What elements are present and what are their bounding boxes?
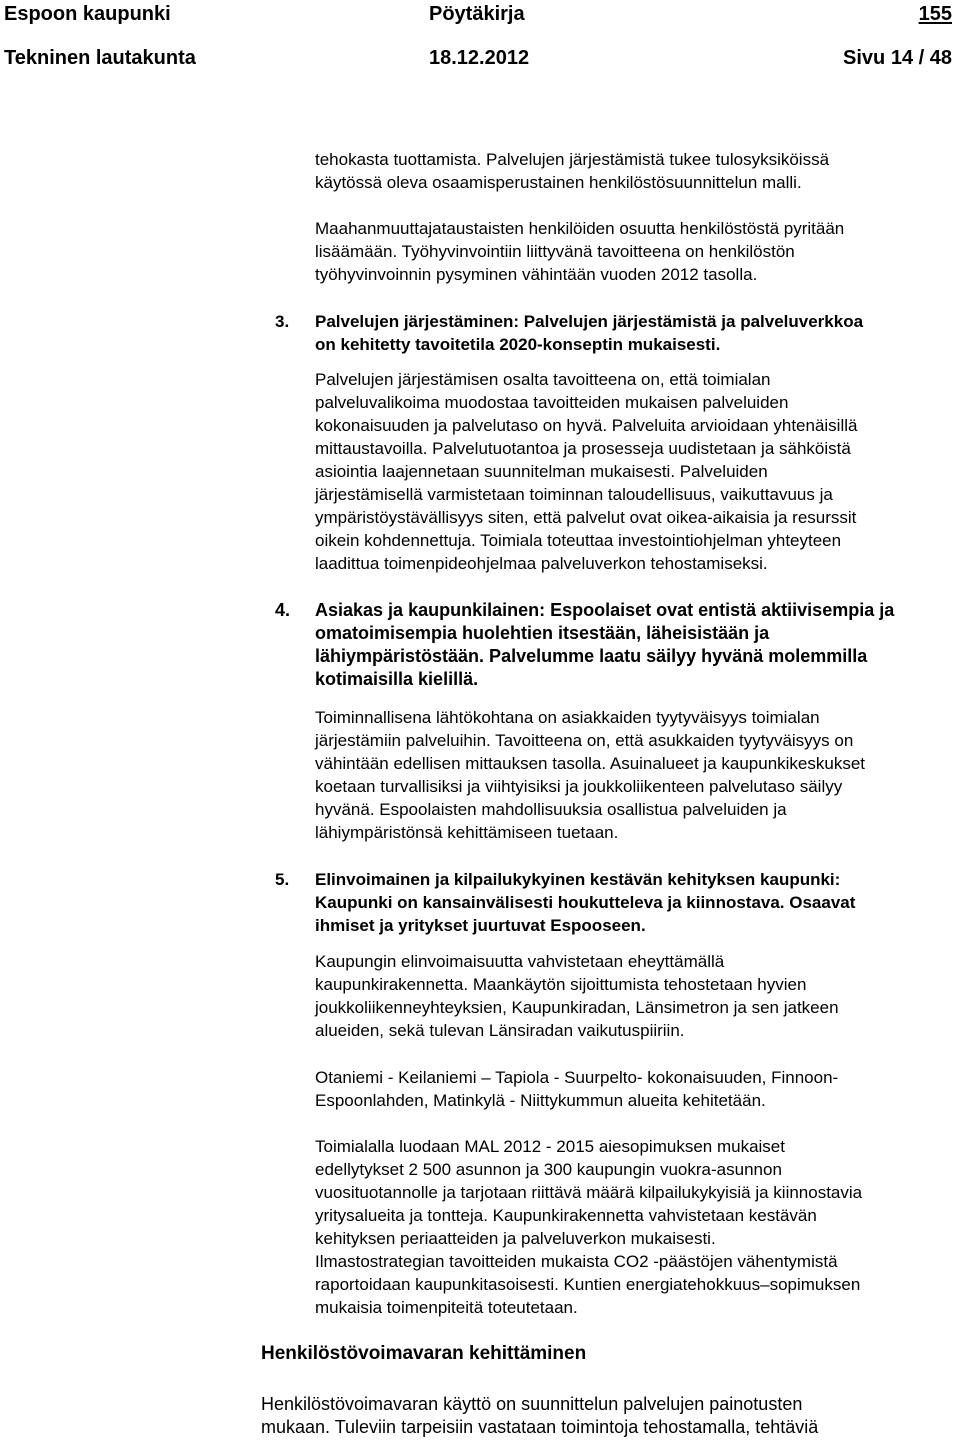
doc-type: Pöytäkirja: [429, 3, 525, 25]
item-3-number: 3.: [275, 312, 290, 331]
text-line: Maahanmuuttajataustaisten henkilöiden osuutta henkilöstöstä pyritään: [315, 219, 845, 238]
item-3-body: [315, 368, 857, 575]
paragraph-2: [315, 217, 844, 286]
text-line: tehokasta tuottamista. Palvelujen järjestämistä tukee tulosyksiköissä: [315, 150, 830, 169]
text-line: hyvänä. Espoolaisten mahdollisuuksia osallistua palveluiden ja: [315, 800, 787, 819]
text-line: käytössä oleva osaamisperustainen henkilöstösuunnittelun malli.: [315, 173, 802, 192]
text-line: kehityksen periaatteiden ja palveluverkon mukaisesti.: [315, 1229, 716, 1248]
heading-line: omatoimisempia huolehtien itsestään, läheisistään ja: [315, 623, 770, 643]
text-line: joukkoliikenneyhteyksien, Kaupunkiradan, Länsimetron ja sen jatkeen: [315, 998, 839, 1017]
text-line: Otaniemi - Keilaniemi – Tapiola - Suurpelto- kokonaisuuden, Finnoon-: [315, 1068, 839, 1087]
page-info: Sivu 14 / 48: [843, 47, 952, 69]
item-5-body-1: [315, 950, 839, 1042]
org-name: Espoon kaupunki: [4, 3, 171, 25]
text-line: Ilmastostrategian tavoitteiden mukaista CO2 -päästöjen vähentymistä: [315, 1252, 838, 1271]
section-heading: Henkilöstövoimavaran kehittäminen: [261, 1343, 587, 1364]
heading-line: Asiakas ja kaupunkilainen: Espoolaiset ovat entistä aktiivisempia ja: [315, 600, 895, 620]
text-line: järjestämiin palveluihin. Tavoitteena on, että asukkaiden tyytyväisyys on: [315, 731, 854, 750]
item-4-body: [315, 706, 865, 844]
heading-line: Kaupunki on kansainvälisesti houkutteleva ja kiinnostava. Osaavat: [315, 893, 856, 912]
header-row-2: [4, 44, 952, 72]
text-line: työhyvinvoinnin pysyminen vähintään vuoden 2012 tasolla.: [315, 265, 758, 284]
text-line: lisäämään. Työhyvinvointiin liittyvänä tavoitteena on henkilöstön: [315, 242, 795, 261]
text-line: lähiympäristönsä kehittämiseen tuetaan.: [315, 823, 619, 842]
heading-line: kotimaisilla kielillä.: [315, 669, 479, 689]
text-line: Kaupungin elinvoimaisuutta vahvistetaan eheyttämällä: [315, 952, 725, 971]
text-line: raportoidaan kaupunkitasoisesti. Kuntien energiatehokkuus–sopimuksen: [315, 1275, 861, 1294]
item-4-number: 4.: [275, 600, 291, 620]
text-line: asiointia laajennetaan suunnitelman mukaisesti. Palveluiden: [315, 462, 768, 481]
meeting-date: 18.12.2012: [429, 47, 530, 69]
text-line: Toimialalla luodaan MAL 2012 - 2015 aiesopimuksen mukaiset: [315, 1137, 785, 1156]
header-row-1: [4, 0, 952, 28]
text-line: Espoonlahden, Matinkylä - Niittykummun alueita kehitetään.: [315, 1091, 766, 1110]
committee-name: Tekninen lautakunta: [4, 47, 196, 69]
text-line: yritysalueita ja tontteja. Kaupunkirakennetta vahvistetaan kestävän: [315, 1206, 817, 1225]
text-line: vuosituotannolle ja tarjotaan riittävä määrä kilpailukykyisiä ja kiinnostavia: [315, 1183, 863, 1202]
text-line: vähintään edellisen mittauksen tasolla. Asuinalueet ja kaupunkikeskukset: [315, 754, 866, 773]
text-line: kaupunkirakennetta. Maankäytön sijoittumista tehostetaan hyvien: [315, 975, 807, 994]
text-line: mukaan. Tuleviin tarpeisiin vastataan toimintoja tehostamalla, tehtäviä: [261, 1417, 819, 1437]
text-line: Palvelujen järjestämisen osalta tavoitteena on, että toimialan: [315, 370, 771, 389]
item-4-heading: [315, 599, 894, 691]
text-line: Henkilöstövoimavaran käyttö on suunnittelun palvelujen painotusten: [261, 1394, 803, 1414]
text-line: ympäristöystävällisyys siten, että palvelut ovat oikea-aikaisia ja resurssit: [315, 508, 857, 527]
text-line: laadittua toimenpideohjelmaa palveluverkon tehostamiseksi.: [315, 554, 768, 573]
item-5-number: 5.: [275, 870, 290, 889]
text-line: mittaustavoilla. Palvelutuotantoa ja prosesseja uudistetaan ja sähköistä: [315, 439, 851, 458]
item-3-heading: [315, 310, 863, 356]
heading-line: Palvelujen järjestäminen: Palvelujen järjestämistä ja palveluverkkoa: [315, 312, 864, 331]
item-5-heading: [315, 868, 855, 937]
item-5-body-2: [315, 1066, 838, 1112]
text-line: kokonaisuuden ja palvelutaso on hyvä. Palveluita arvioidaan yhtenäisillä: [315, 416, 858, 435]
paragraph-1: [315, 148, 829, 194]
text-line: alueiden, sekä tulevan Länsiradan vaikutuspiiriin.: [315, 1021, 685, 1040]
heading-line: ihmiset ja yritykset juurtuvat Espooseen.: [315, 916, 646, 935]
text-line: koetaan turvallisiksi ja viihtyisiksi ja joukkoliikenteen palvelutaso säilyy: [315, 777, 843, 796]
text-line: mukaisia toimenpiteitä toteutetaan.: [315, 1298, 578, 1317]
text-line: oikein kohdennettuja. Toimiala toteuttaa investointiohjelman yhteyteen: [315, 531, 842, 550]
heading-line: Elinvoimainen ja kilpailukykyinen kestävän kehityksen kaupunki:: [315, 870, 841, 889]
text-line: palveluvalikoima muodostaa tavoitteiden mukaisen palveluiden: [315, 393, 789, 412]
section-body: [261, 1393, 818, 1439]
text-line: edellytykset 2 500 asunnon ja 300 kaupungin vuokra-asunnon: [315, 1160, 782, 1179]
heading-line: lähiympäristöstään. Palvelumme laatu säilyy hyvänä molemmilla: [315, 646, 868, 666]
text-line: järjestämisellä varmistetaan toiminnan taloudellisuus, vaikuttavuus ja: [315, 485, 833, 504]
protocol-page-number: 155: [918, 3, 952, 25]
item-5-body-3: [315, 1135, 862, 1319]
heading-line: on kehitetty tavoitetila 2020-konseptin mukaisesti.: [315, 335, 721, 354]
text-line: Toiminnallisena lähtökohtana on asiakkaiden tyytyväisyys toimialan: [315, 708, 820, 727]
